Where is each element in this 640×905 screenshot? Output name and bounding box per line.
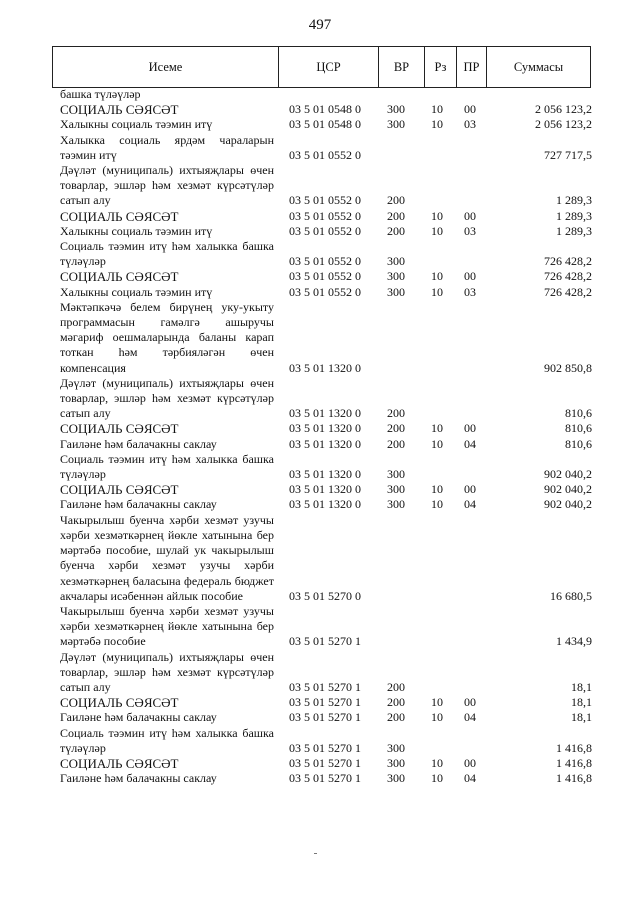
row-sum: 810,6 [565,421,592,436]
row-rz: 10 [431,284,443,299]
row-pr [454,239,486,269]
row-csr: 03 5 01 0552 0 [289,208,361,223]
row-sum: 16 680,5 [550,588,592,603]
row-csr: 03 5 01 0548 0 [289,117,361,132]
row-pr [454,726,486,756]
row-rz [420,452,454,482]
row-name: СОЦИАЛЬ СӘЯСӘТ [60,695,179,711]
row-sum: 726 428,2 [544,254,592,269]
table-row [60,771,592,786]
row-vr: 300 [387,740,405,755]
row-name: СОЦИАЛЬ СӘЯСӘТ [60,102,179,118]
row-csr: 03 5 01 1320 0 [289,436,361,451]
row-pr [454,604,486,650]
row-name: Социаль тәэмин итү һәм халыкка башка түләүләр [60,451,274,482]
row-vr: 300 [387,467,405,482]
row-pr: 00 [464,208,476,223]
table-row [60,437,592,452]
row-pr [454,300,486,376]
row-csr: 03 5 01 0552 0 [289,193,361,208]
row-rz [420,300,454,376]
row-rz: 10 [431,102,443,117]
row-sum: 902 850,8 [544,360,592,375]
row-pr: 04 [464,710,476,725]
row-pr [454,133,486,163]
row-csr: 03 5 01 0552 0 [289,269,361,284]
row-sum: 1 289,3 [556,208,592,223]
row-pr [454,452,486,482]
row-vr: 300 [387,497,405,512]
table-row [60,87,592,102]
table-row [60,285,592,300]
row-rz: 10 [431,223,443,238]
row-name: СОЦИАЛЬ СӘЯСӘТ [60,755,179,771]
table-row [60,482,592,497]
row-rz: 10 [431,421,443,436]
row-vr: 200 [387,406,405,421]
row-pr [454,513,486,604]
row-csr: 03 5 01 1320 0 [289,497,361,512]
row-rz [420,513,454,604]
row-csr: 03 5 01 5270 1 [289,755,361,770]
row-sum: 810,6 [565,406,592,421]
row-csr: 03 5 01 1320 0 [289,421,361,436]
row-name: СОЦИАЛЬ СӘЯСӘТ [60,208,179,224]
header-name: Исеме [53,47,279,88]
row-vr: 200 [387,421,405,436]
table-row [60,497,592,512]
row-rz: 10 [431,755,443,770]
row-csr [278,87,372,102]
table-row [60,710,592,725]
row-vr: 200 [387,695,405,710]
table-header [52,46,591,88]
row-vr: 300 [387,254,405,269]
row-vr: 300 [387,102,405,117]
row-rz: 10 [431,269,443,284]
row-name: Гаиләне һәм балачакны саклау [60,497,217,512]
table-row [60,756,592,771]
row-vr [372,87,420,102]
budget-table [60,87,592,786]
row-name: Социаль тәэмин итү һәм халыкка башка түләүләр [60,239,274,269]
row-name: башка түләүләр [60,87,141,101]
row-name: Халыкка социаль ярдәм чараларын тәэмин итү [60,132,274,162]
row-vr: 200 [387,710,405,725]
row-sum: 18,1 [571,695,592,710]
row-rz: 10 [431,710,443,725]
row-name: Чакырылыш буенча хәрби хезмәт узучы хәрби хезмәткәрнең йөкле хатынына бер мәртәбә пособие, шулай ук чакырылыш буенча хәрби хезмәт узучы хәрби хезмәткәрнең баласына федераль бюджет акчалары исәбеннән айлык пособие [60,512,274,603]
row-sum: 2 056 123,2 [535,102,592,117]
row-name: Чакырылыш буенча хәрби хезмәт узучы хәрби хезмәткәрнең йөкле хатынына бер мәртәбә пособие [60,603,274,649]
row-vr: 200 [387,436,405,451]
page-number: 497 [308,17,332,33]
row-name: Халыкны социаль тәэмин итү [60,117,213,132]
row-pr [454,163,486,209]
row-pr: 00 [464,102,476,117]
row-pr [454,650,486,696]
table-row [60,650,592,696]
row-sum: 1 416,8 [556,771,592,786]
row-vr [372,604,420,650]
row-rz: 10 [431,695,443,710]
row-rz: 10 [431,208,443,223]
table-row [60,695,592,710]
row-rz [420,163,454,209]
row-sum: 1 416,8 [556,755,592,770]
row-vr: 300 [387,269,405,284]
table-row [60,163,592,209]
row-csr: 03 5 01 1320 0 [289,360,361,375]
row-pr: 03 [464,117,476,132]
row-sum [486,87,592,102]
row-csr: 03 5 01 1320 0 [289,482,361,497]
header-vr: ВР [379,47,425,88]
row-csr: 03 5 01 0552 0 [289,254,361,269]
header-rz: Рз [425,47,457,88]
table-row [60,209,592,224]
row-rz: 10 [431,771,443,786]
row-csr: 03 5 01 0548 0 [289,102,361,117]
row-vr: 300 [387,284,405,299]
table-row [60,102,592,117]
row-pr: 00 [464,269,476,284]
row-pr: 03 [464,223,476,238]
row-csr: 03 5 01 5270 1 [289,679,361,694]
row-rz: 10 [431,497,443,512]
row-csr: 03 5 01 0552 0 [289,284,361,299]
row-name: СОЦИАЛЬ СӘЯСӘТ [60,269,179,285]
row-sum: 902 040,2 [544,482,592,497]
row-name: Дәүләт (муниципаль) ихтыяҗлары өчен товарлар, эшләр һәм хезмәт күрсәтүләр сатып алу [60,375,274,421]
row-sum: 1 434,9 [556,634,592,649]
scan-mark [314,853,317,854]
table-row [60,726,592,756]
row-name: Гаиләне һәм балачакны саклау [60,710,217,725]
row-vr: 300 [387,771,405,786]
row-sum: 726 428,2 [544,284,592,299]
header-csr: ЦСР [279,47,379,88]
row-pr: 04 [464,497,476,512]
row-rz: 10 [431,117,443,132]
row-pr: 04 [464,436,476,451]
row-name: Социаль тәэмин итү һәм халыкка башка түләүләр [60,725,274,755]
row-rz [420,87,454,102]
header-sum: Суммасы [487,47,591,88]
row-name: СОЦИАЛЬ СӘЯСӘТ [60,421,179,437]
row-csr: 03 5 01 1320 0 [289,467,361,482]
row-name: Дәүләт (муниципаль) ихтыяҗлары өчен товарлар, эшләр һәм хезмәт күрсәтүләр сатып алу [60,163,274,208]
row-name: Дәүләт (муниципаль) ихтыяҗлары өчен товарлар, эшләр һәм хезмәт күрсәтүләр сатып алу [60,649,274,694]
row-vr: 300 [387,482,405,497]
row-sum: 2 056 123,2 [535,117,592,132]
table-row [60,224,592,239]
row-vr: 200 [387,223,405,238]
table-row [60,133,592,163]
row-name: СОЦИАЛЬ СӘЯСӘТ [60,482,179,498]
row-rz: 10 [431,436,443,451]
row-sum: 1 289,3 [556,193,592,208]
row-vr: 200 [387,193,405,208]
row-sum: 902 040,2 [544,467,592,482]
row-pr: 00 [464,421,476,436]
row-name: Халыкны социаль тәэмин итү [60,284,213,299]
row-name: Халыкны социаль тәэмин итү [60,223,213,238]
row-sum: 727 717,5 [544,147,592,162]
table-row [60,452,592,482]
row-name: Гаиләне һәм балачакны саклау [60,436,217,451]
row-vr [372,513,420,604]
table-row [60,269,592,284]
row-vr: 300 [387,755,405,770]
table-row [60,376,592,422]
row-csr: 03 5 01 5270 1 [289,771,361,786]
row-rz [420,239,454,269]
row-pr: 04 [464,771,476,786]
row-name: Гаиләне һәм балачакны саклау [60,771,217,786]
row-sum: 810,6 [565,436,592,451]
row-rz [420,133,454,163]
table-row [60,300,592,376]
row-pr [454,376,486,422]
row-vr: 200 [387,208,405,223]
row-pr: 00 [464,755,476,770]
budget-table-body [60,87,592,786]
row-sum: 902 040,2 [544,497,592,512]
row-pr: 03 [464,284,476,299]
row-pr [454,87,486,102]
row-sum: 1 289,3 [556,223,592,238]
row-sum: 18,1 [571,679,592,694]
header-pr: ПР [457,47,487,88]
table-row [60,117,592,132]
row-csr: 03 5 01 1320 0 [289,406,361,421]
row-pr: 00 [464,482,476,497]
row-name: Мәктәпкәчә белем бирүнең уку-укыту программасын гамәлгә ашыручы мәгариф оешмаларында баланы карап тоткан һәм тәрбияләгән өчен компенсация [60,299,274,375]
row-rz [420,650,454,696]
row-csr: 03 5 01 5270 1 [289,634,361,649]
row-rz [420,604,454,650]
row-vr: 300 [387,117,405,132]
row-csr: 03 5 01 5270 1 [289,740,361,755]
row-sum: 726 428,2 [544,269,592,284]
row-csr: 03 5 01 5270 1 [289,695,361,710]
row-rz [420,726,454,756]
row-vr [372,133,420,163]
row-vr: 200 [387,679,405,694]
table-row [60,239,592,269]
row-sum: 1 416,8 [556,740,592,755]
row-rz [420,376,454,422]
table-row [60,421,592,436]
table-row [60,604,592,650]
row-sum: 18,1 [571,710,592,725]
row-csr: 03 5 01 0552 0 [289,223,361,238]
row-csr: 03 5 01 5270 1 [289,710,361,725]
row-pr: 00 [464,695,476,710]
row-csr: 03 5 01 5270 0 [289,588,361,603]
row-csr: 03 5 01 0552 0 [289,147,361,162]
row-rz: 10 [431,482,443,497]
row-vr [372,300,420,376]
table-row [60,513,592,604]
